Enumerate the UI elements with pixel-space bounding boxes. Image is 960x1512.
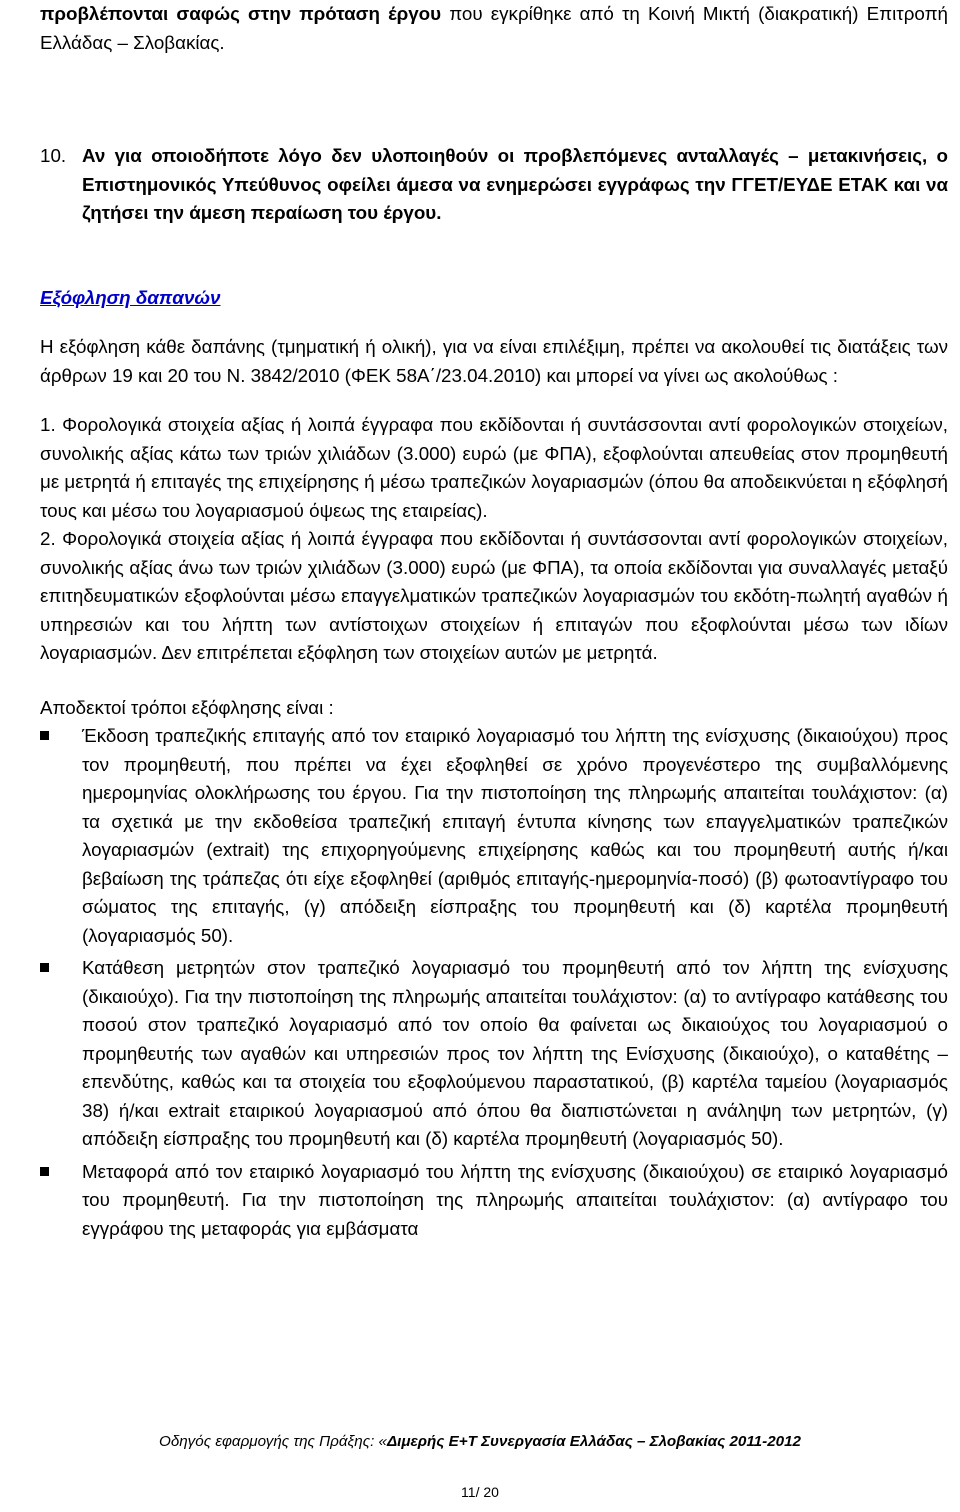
- list-item-text: Μεταφορά από τον εταιρικό λογαριασμό του λήπτη της ενίσχυσης (δικαιούχου) σε εταιρικό λογαριασμό του προμηθευτή. Για την πιστοποίηση της πληρωμής απαιτείται τουλάχιστον: (α) αντίγραφο του εγγράφου της μεταφοράς για εμβάσματα: [82, 1160, 948, 1239]
- section-intro: Η εξόφληση κάθε δαπάνης (τμηματική ή ολική), για να είναι επιλέξιμη, πρέπει να ακολουθεί τις διατάξεις των άρθρων 19 και 20 του Ν. 3842/2010 (ΦΕΚ 58Α΄/23.04.2010) και μπορεί να γίνει ως ακολούθως :: [40, 336, 948, 386]
- square-bullet-icon: [40, 963, 49, 972]
- top-paragraph: [40, 0, 948, 57]
- list-item-text: Κατάθεση μετρητών στον τραπεζικό λογαριασμό του προμηθευτή από τον λήπτη της ενίσχυσης (δικαιούχο). Για την πιστοποίηση της πληρωμής απαιτείται τουλάχιστον: (α) το αντίγραφο κατάθεσης του ποσού στον τραπεζικό λογαριασμό από τον οποίο θα φαίνεται ως δικαιούχος του λογαριασμού ο προμηθευτής των αγαθών και υπηρεσιών προς τον λήπτη της Ενίσχυσης (δικαιούχο), ο καταθέτης – επενδύτης, καθώς και τα στοιχεία του εξοφλούμενου παραστατικού, (β) καρτέλα ταμείου (λογαριασμός 38) ή/και extrait εταιρικού λογαριασμού από όπου θα διαπιστώνεται η ανάληψη των μετρητών, (γ) απόδειξη είσπραξης του προμηθευτή και (δ) καρτέλα προμηθευτή (λογαριασμός 50).: [82, 957, 948, 1149]
- list-item: [40, 722, 948, 950]
- list-item: [40, 954, 948, 1154]
- payment-item-1: 1. Φορολογικά στοιχεία αξίας ή λοιπά έγγραφα που εκδίδονται ή συντάσσονται αντί φορολογικών στοιχείων, συνολικής αξίας κάτω των τριών χιλιάδων (3.000) ευρώ (με ΦΠΑ), εξοφλούνται απευθείας στον προμηθευτή με μετρητά ή επιταγές της επιχείρησης ή μέσω τραπεζικών λογαριασμών (όπου θα αποδεικνύεται η εξόφλησή τους και μέσω του λογαριασμού όψεως της εταιρείας).: [40, 414, 948, 521]
- payment-item-2-last: Δεν επιτρέπεται εξόφληση των στοιχείων αυτών με μετρητά.: [157, 642, 658, 663]
- footer-prefix: Οδηγός εφαρμογής της Πράξης: «: [159, 1433, 387, 1450]
- document-page: [40, 0, 948, 1512]
- list-item: [40, 1158, 948, 1244]
- page-number: 11/ 20: [461, 1484, 499, 1500]
- payment-item-2: [40, 525, 948, 668]
- accepted-methods-title: Αποδεκτοί τρόποι εξόφλησης είναι :: [40, 696, 334, 718]
- item-10: [40, 142, 948, 228]
- top-paragraph-bold: προβλέπονται σαφώς στην πρόταση έργου: [40, 3, 442, 24]
- top-paragraph-rest: που εγκρίθηκε από τη Κοινή Μικτή (διακρατική) Επιτροπή Ελλάδας – Σλοβακίας.: [40, 3, 948, 53]
- list-item-text: Έκδοση τραπεζικής επιταγής από τον εταιρικό λογαριασμό του λήπτη της ενίσχυσης (δικαιούχου) προς τον προμηθευτή, που πρέπει να έχει εξοφληθεί σε χρόνο προγενέστερο της συμβαλλόμενης ημερομηνίας ολοκλήρωσης του έργου. Για την πιστοποίηση της πληρωμής απαιτείται τουλάχιστον: (α) τα σχετικά με την εκδοθείσα τραπεζική επιταγή έντυπα κίνησης των επαγγελματικών τραπεζικών λογαριασμών (extrait) της επιχορηγούμενης επιχείρησης καθώς και του προμηθευτή αυτής ή/και βεβαίωση της τράπεζας ότι είχε εξοφληθεί (αριθμός επιταγής-ημερομηνία-ποσό) (β) φωτοαντίγραφο του σώματος της επιταγής, (γ) απόδειξη είσπραξης του προμηθευτή και (δ) καρτέλα προμηθευτή (λογαριασμός 50).: [82, 725, 948, 946]
- footer-title: Διμερής Ε+Τ Συνεργασία Ελλάδας – Σλοβακίας 2011-2012: [386, 1433, 801, 1450]
- payment-item-2-text: 2. Φορολογικά στοιχεία αξίας ή λοιπά έγγραφα που εκδίδονται ή συντάσσονται αντί φορολογικών στοιχείων, συνολικής αξίας άνω των τριών χιλιάδων (3.000) ευρώ (με ΦΠΑ), τα οποία εκδίδονται για συναλλαγές μεταξύ επιτηδευματικών εξοφλούνται μέσω επαγγελματικών τραπεζικών λογαριασμών του εκδότη-πωλητή αγαθών ή υπηρεσιών και του λήπτη των αντίστοιχων στοιχείων ή επιταγών που εξοφλούνται μέσω των ιδίων λογαριασμών.: [40, 528, 948, 663]
- square-bullet-icon: [40, 731, 49, 740]
- section-heading: Εξόφληση δαπανών: [40, 286, 221, 308]
- accepted-methods-list: [40, 722, 948, 1243]
- item-10-text: Αν για οποιοδήποτε λόγο δεν υλοποιηθούν οι προβλεπόμενες ανταλλαγές – μετακινήσεις, ο Επιστημονικός Υπεύθυνος οφείλει άμεσα να ενημερώσει εγγράφως την ΓΓΕΤ/ΕΥΔΕ ΕΤΑΚ και να ζητήσει την άμεση περαίωση του έργου.: [82, 145, 948, 223]
- page-footer: [0, 1432, 960, 1452]
- item-10-number: 10.: [40, 145, 67, 166]
- square-bullet-icon: [40, 1167, 49, 1176]
